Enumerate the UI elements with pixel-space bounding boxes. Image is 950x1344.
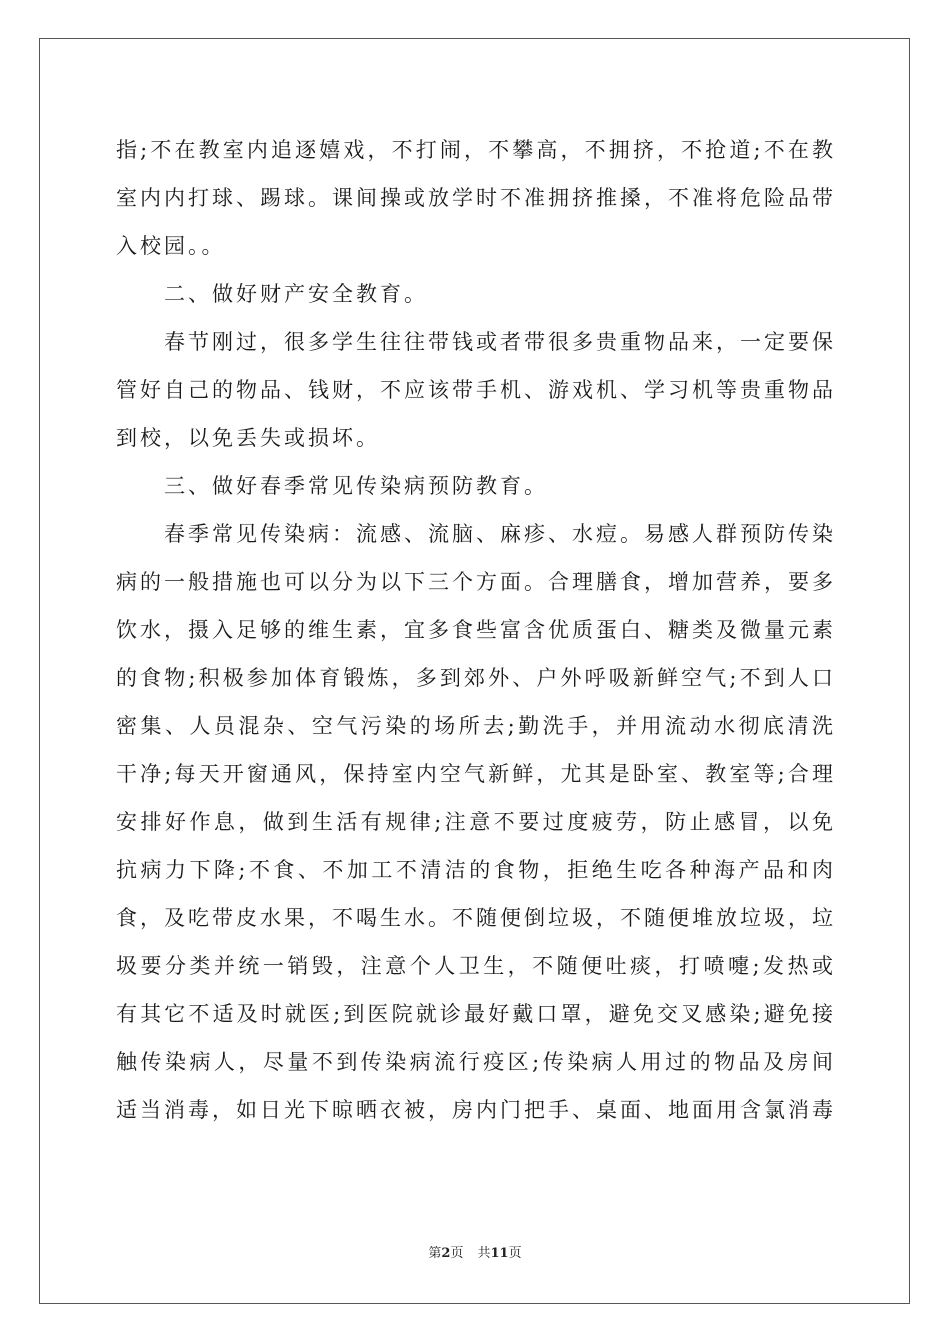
total-suffix: 页 bbox=[508, 1246, 522, 1261]
total-pages: 11 bbox=[490, 1246, 509, 1261]
page-suffix: 页 bbox=[450, 1246, 464, 1261]
section-heading-disease-prevention: 三、做好春季常见传染病预防教育。 bbox=[164, 474, 548, 498]
section-heading-property-safety: 二、做好财产安全教育。 bbox=[164, 282, 428, 306]
paragraph-property-safety: 春节刚过，很多学生往往带钱或者带很多贵重物品来，一定要保管好自己的物品、钱财，不应该带手机、游戏机、学习机等贵重物品到校，以免丢失或损坏。 bbox=[116, 330, 836, 450]
document-body bbox=[116, 126, 836, 1134]
page-footer bbox=[0, 1242, 950, 1261]
page-number: 2 bbox=[441, 1246, 451, 1261]
total-prefix: 共 bbox=[477, 1246, 491, 1261]
paragraph-1: 指;不在教室内追逐嬉戏，不打闹，不攀高，不拥挤，不抢道;不在教室内内打球、踢球。课间操或放学时不准拥挤推搡，不准将危险品带入校园。。 bbox=[116, 138, 836, 258]
page-prefix: 第 bbox=[428, 1246, 442, 1261]
paragraph-disease-prevention: 春季常见传染病：流感、流脑、麻疹、水痘。易感人群预防传染病的一般措施也可以分为以下三个方面。合理膳食，增加营养，要多饮水，摄入足够的维生素，宜多食些富含优质蛋白、糖类及微量元素的食物;积极参加体育锻炼，多到郊外、户外呼吸新鲜空气;不到人口密集、人员混杂、空气污染的场所去;勤洗手，并用流动水彻底清洗干净;每天开窗通风，保持室内空气新鲜，尤其是卧室、教室等;合理安排好作息，做到生活有规律;注意不要过度疲劳，防止感冒，以免抗病力下降;不食、不加工不清洁的食物，拒绝生吃各种海产品和肉食，及吃带皮水果，不喝生水。不随便倒垃圾，不随便堆放垃圾，垃圾要分类并统一销毁，注意个人卫生，不随便吐痰，打喷嚏;发热或有其它不适及时就医;到医院就诊最好戴口罩，避免交叉感染;避免接触传染病人，尽量不到传染病流行疫区;传染病人用过的物品及房间适当消毒，如日光下晾晒衣被，房内门把手、桌面、地面用含氯消毒 bbox=[116, 522, 836, 1122]
